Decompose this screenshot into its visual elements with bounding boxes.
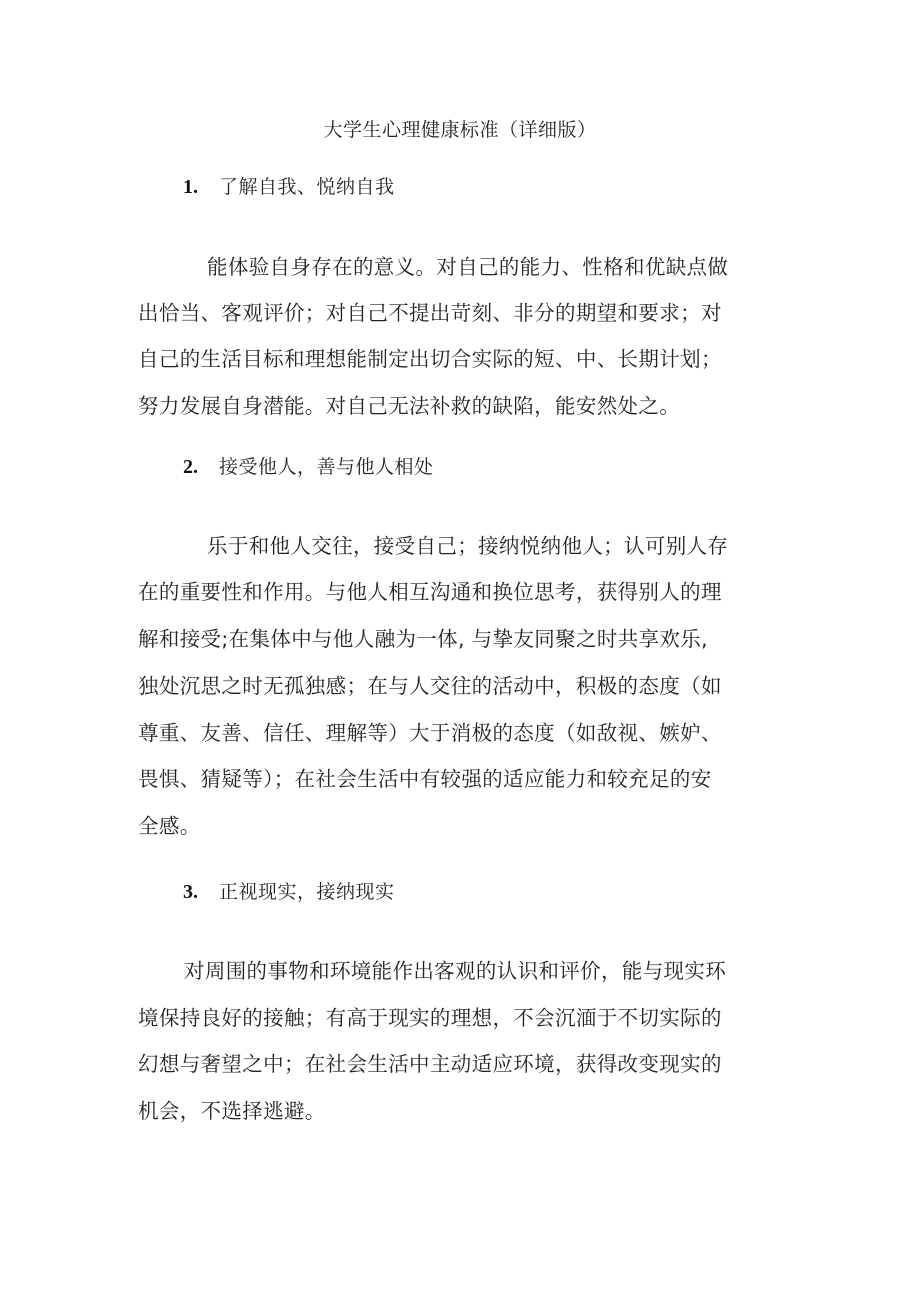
paragraph-line: 自己的生活目标和理想能制定出切合实际的短、中、长期计划；: [138, 347, 722, 371]
section-heading-2: [183, 454, 434, 480]
section-number: 2.: [183, 456, 198, 478]
paragraph-line: 能体验自身存在的意义。对自己的能力、性格和优缺点做: [207, 255, 729, 279]
section-heading-text: 了解自我、悦纳自我: [219, 176, 395, 198]
section-heading-3: [183, 879, 395, 905]
paragraph-line: 全感。: [138, 814, 201, 838]
paragraph-line: 尊重、友善、信任、理解等）大于消极的态度（如敌视、嫉妒、: [138, 721, 722, 745]
paragraph-line: 幻想与奢望之中；在社会生活中主动适应环境，获得改变现实的: [138, 1052, 722, 1076]
paragraph-line: 在的重要性和作用。与他人相互沟通和换位思考，获得别人的理: [138, 580, 722, 604]
section-heading-text: 正视现实，接纳现实: [219, 881, 395, 903]
section-heading-text: 接受他人，善与他人相处: [219, 456, 434, 478]
paragraph-line: 境保持良好的接触；有高于现实的理想，不会沉湎于不切实际的: [138, 1006, 722, 1030]
paragraph-line: 乐于和他人交往，接受自己；接纳悦纳他人；认可别人存: [207, 534, 729, 558]
paragraph-line: 机会，不选择逃避。: [138, 1099, 326, 1123]
paragraph-line: 独处沉思之时无孤独感；在与人交往的活动中，积极的态度（如: [138, 674, 722, 698]
section-number: 1.: [183, 176, 198, 198]
document-title: 大学生心理健康标准（详细版）: [323, 119, 597, 141]
paragraph-line: 解和接受;在集体中与他人融为一体, 与挚友同聚之时共享欢乐,: [138, 627, 708, 651]
section-heading-1: [183, 174, 395, 200]
paragraph-line: 对周围的事物和环境能作出客观的认识和评价，能与现实环: [184, 959, 727, 983]
paragraph-line: 畏惧、猜疑等）；在社会生活中有较强的适应能力和较充足的安: [138, 767, 712, 791]
section-number: 3.: [183, 881, 198, 903]
paragraph-line: 努力发展自身潜能。对自己无法补救的缺陷，能安然处之。: [138, 394, 681, 418]
paragraph-line: 出恰当、客观评价；对自己不提出苛刻、非分的期望和要求；对: [138, 301, 722, 325]
